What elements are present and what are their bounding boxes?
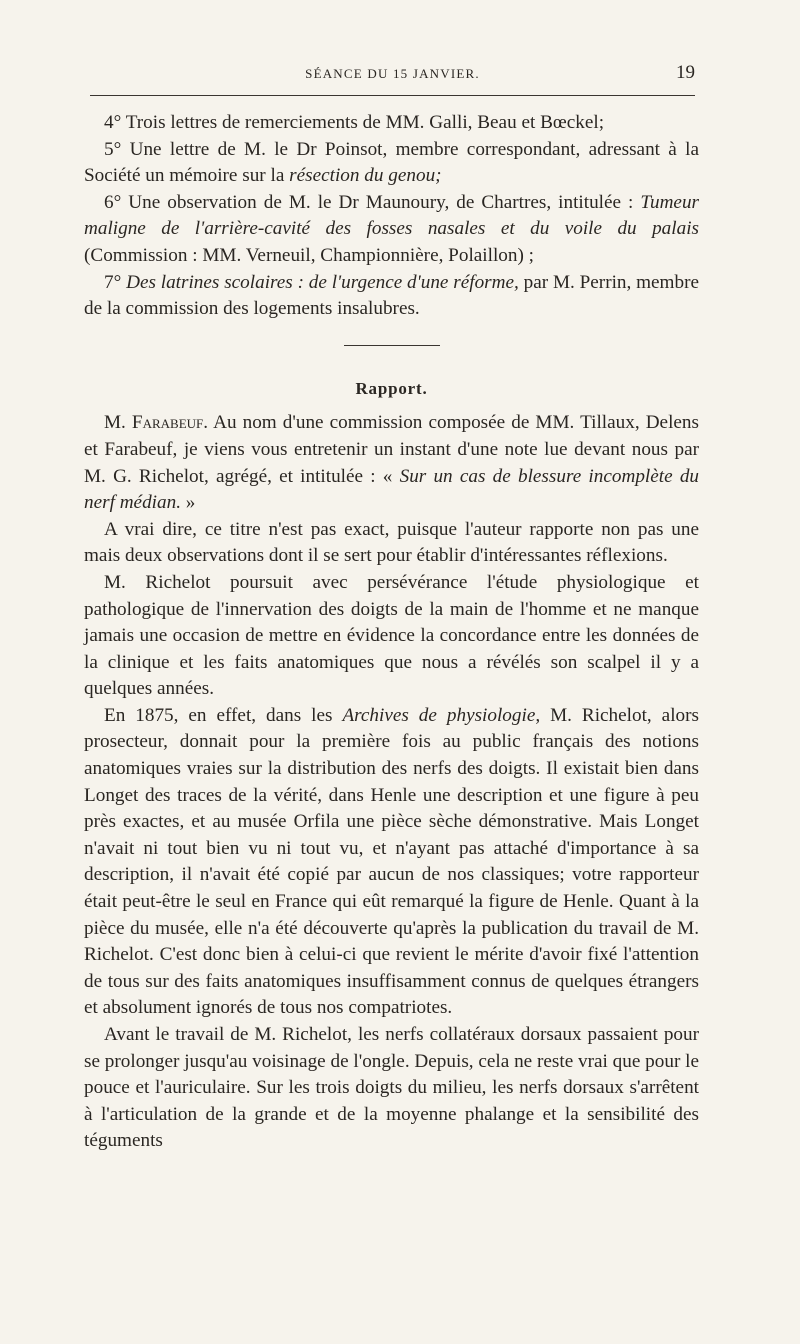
paragraph-5: Avant le travail de M. Richelot, les nerfs collatéraux dorsaux passaient pour se prolonger jusqu'au voisinage de l'ongle. Depuis, cela ne reste vrai que pour le pouce et l'auriculaire. Sur les trois doigts du milieu, les nerfs dorsaux s'arrêtent à l'articulation de la grande et de la moyenne phalange et la sensibilité des téguments — [84, 1024, 699, 1152]
list-item-6: 6° Une observation de M. le Dr Maunoury, de Chartres, intitulée : Tumeur maligne de l'arrière-cavité des fosses nasales et du voile du palais (Commission : MM. Verneuil, Championnière, Polaillon) ; — [84, 191, 699, 266]
list-item-5: 5° Une lettre de M. le Dr Poinsot, membre correspondant, adressant à la Société un mémoire sur la résection du genou; — [84, 138, 699, 187]
page-number: 19 — [676, 62, 695, 83]
running-title: SÉANCE DU 15 JANVIER. — [305, 66, 480, 81]
page-header — [90, 62, 695, 86]
paragraph-2: A vrai dire, ce titre n'est pas exact, puisque l'auteur rapporte non pas une mais deux observations dont il se sert pour établir d'intéressantes réflexions. — [84, 518, 699, 567]
section-title: Rapport. — [355, 378, 428, 398]
header-rule — [90, 95, 695, 96]
list-item-4: 4° Trois lettres de remerciements de MM. Galli, Beau et Bœckel; — [104, 112, 605, 133]
page-body — [84, 110, 699, 1155]
section-separator — [344, 345, 440, 346]
list-item-7: 7° Des latrines scolaires : de l'urgence d'une réforme, par M. Perrin, membre de la commission des logements insalubres. — [84, 271, 699, 320]
paragraph-3: M. Richelot poursuit avec persévérance l'étude physiologique et pathologique de l'innervation des doigts de la main de l'homme et ne manque jamais une occasion de mettre en évidence la concordance entre les données de la clinique et les faits anatomiques que nous a révélés son scalpel il y a quelques années. — [84, 571, 699, 700]
paragraph-4: En 1875, en effet, dans les Archives de physiologie, M. Richelot, alors prosecteur, donnait pour la première fois au public français des notions anatomiques vraies sur la distribution des nerfs des doigts. Il existait bien dans Longet des traces de la vérité, dans Henle une description et une figure à peu près exactes, et au musée Orfila une pièce sèche démonstrative. Mais Longet n'avait ni tout bien vu ni tout vu, et n'ayant pas attaché d'importance à sa description, il n'avait été copié par aucun de nos classiques; votre rapporteur était peut-être le seul en France qui eût remarqué la figure de Henle. Quant à la pièce du musée, elle n'a été découverte qu'après la publication du travail de M. Richelot. C'est donc bien à celui-ci que revient le mérite d'avoir fixé l'attention de tous sur des faits anatomiques insuffisamment connus de quelques étrangers et absolument ignorés de tous nos compatriotes. — [84, 704, 699, 1019]
paragraph-1: M. Farabeuf. Au nom d'une commission composée de MM. Tillaux, Delens et Farabeuf, je viens vous entretenir un instant d'une note lue devant nous par M. G. Richelot, agrégé, et intitulée : « Sur un cas de blessure incomplète du nerf médian. » — [84, 412, 700, 514]
speaker-name: M. Farabeuf. — [104, 412, 209, 434]
